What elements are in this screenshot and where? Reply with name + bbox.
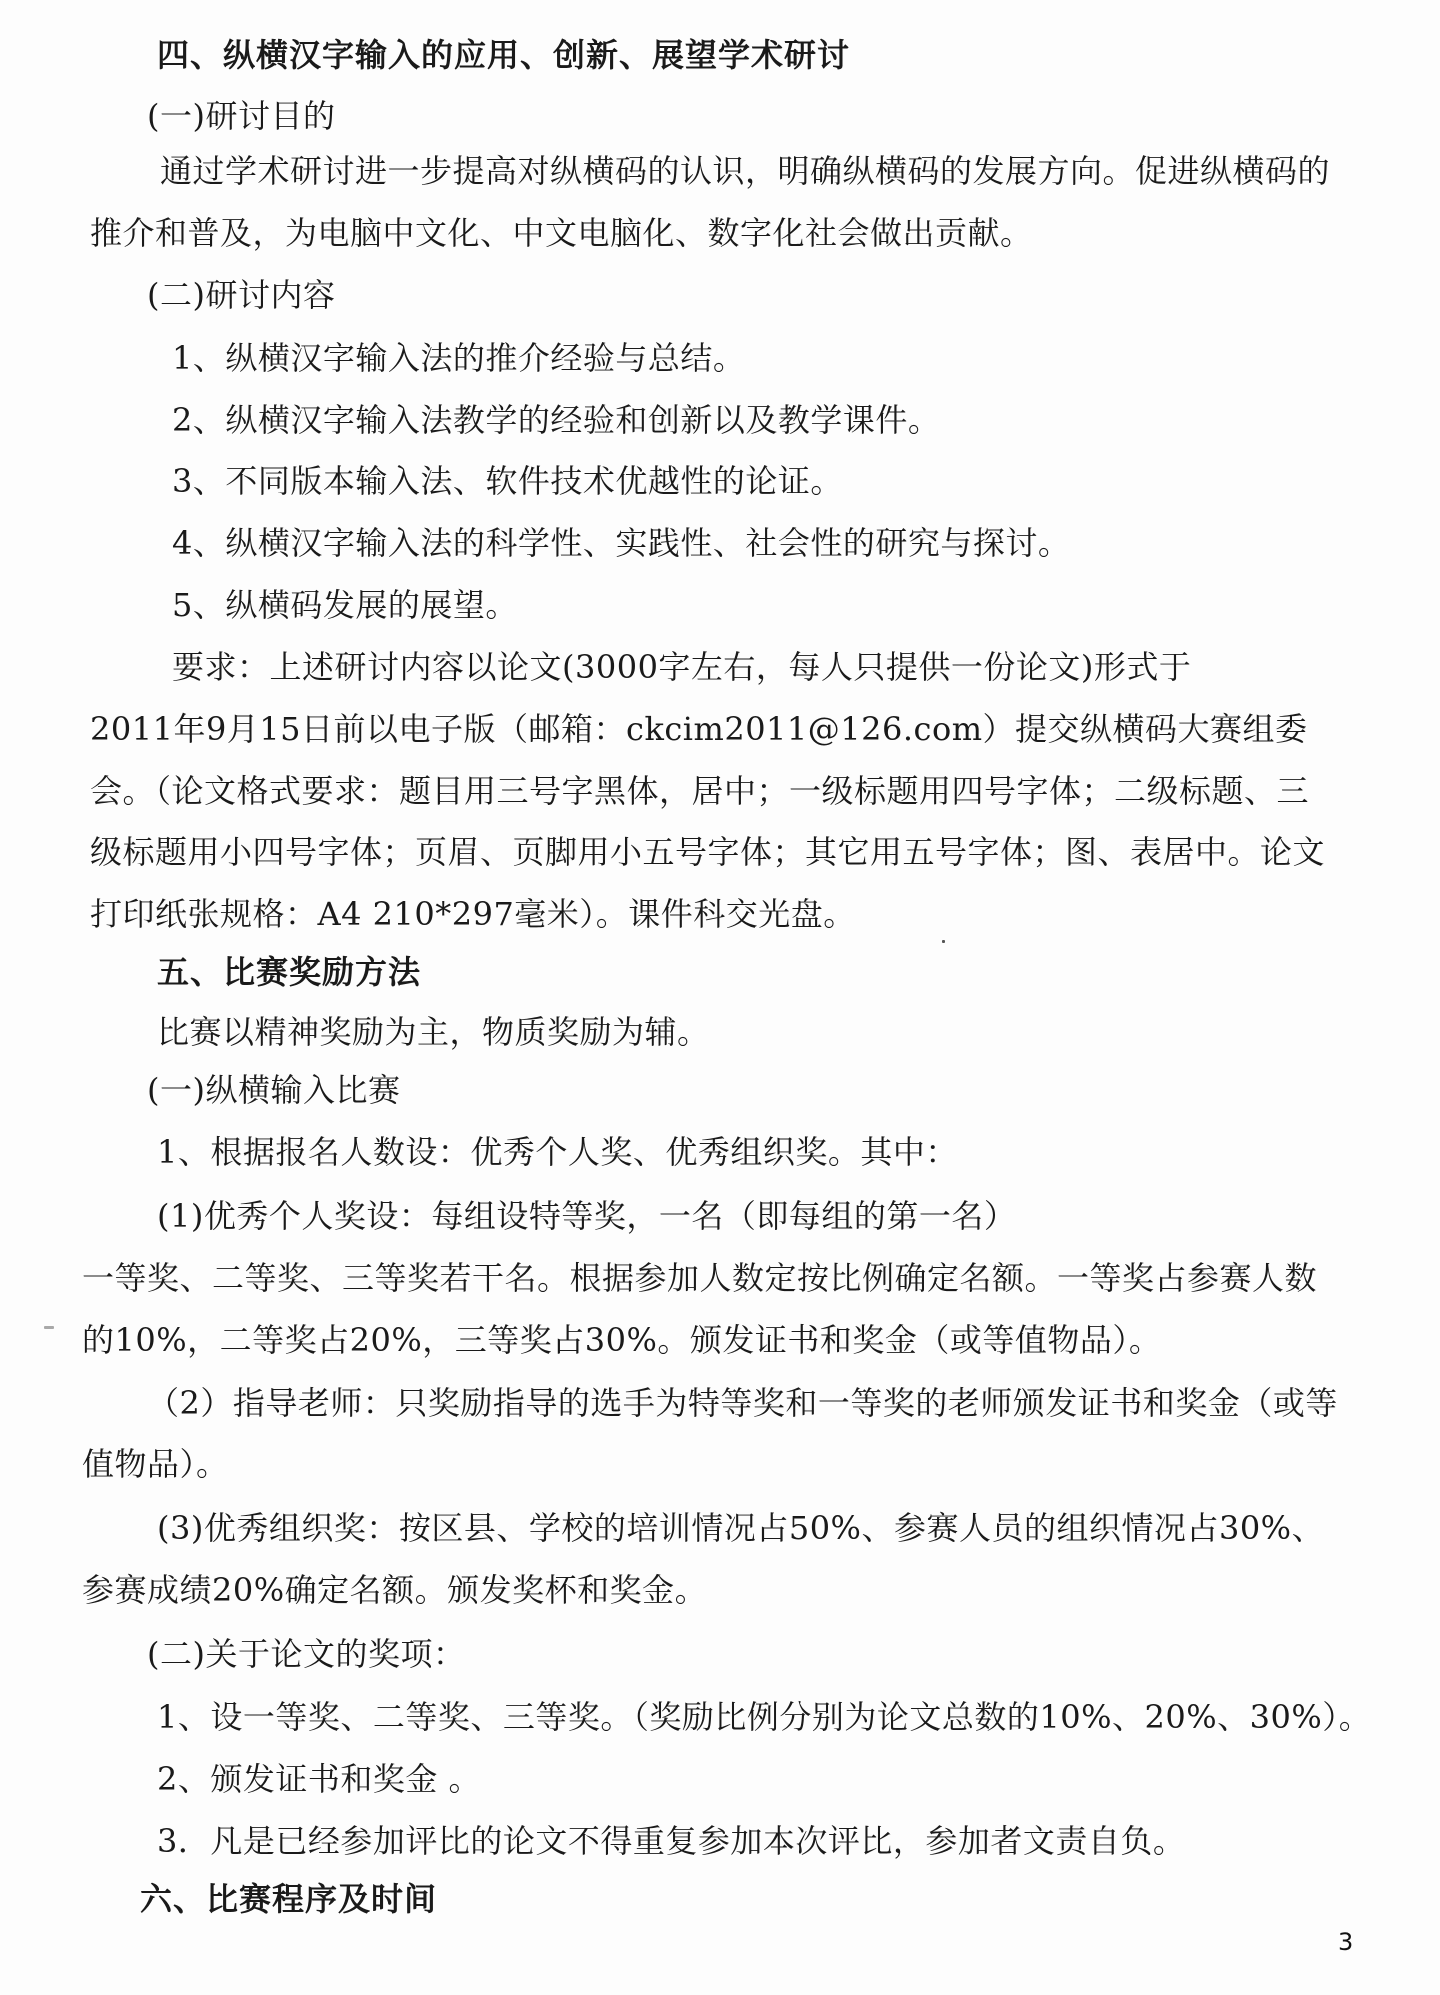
scan-speck	[44, 1326, 54, 1329]
organization-award-line-1: (3)优秀组织奖：按区县、学校的培训情况占50%、参赛人员的组织情况占30%、	[157, 1509, 1325, 1547]
requirements-line-5: 打印纸张规格：A4 210*297毫米）。课件科交光盘。	[90, 895, 856, 933]
paper-award-item-2: 2、颁发证书和奖金 。	[157, 1760, 482, 1798]
purpose-paragraph-line-1: 通过学术研讨进一步提高对纵横码的认识，明确纵横码的发展方向。促进纵横码的	[160, 152, 1331, 190]
organization-award-line-2: 参赛成绩20%确定名额。颁发奖杯和奖金。	[82, 1571, 708, 1609]
requirements-line-1: 要求：上述研讨内容以论文(3000字左右，每人只提供一份论文)形式于	[172, 648, 1192, 686]
content-item-2: 2、纵横汉字输入法教学的经验和创新以及教学课件。	[172, 401, 941, 439]
award-item-1: 1、根据报名人数设：优秀个人奖、优秀组织奖。其中：	[157, 1133, 958, 1171]
section-6-title: 六、比赛程序及时间	[140, 1880, 438, 1918]
section-5-subheading-input-contest: (一)纵横输入比赛	[147, 1071, 401, 1109]
section-4-subheading-content: (二)研讨内容	[147, 276, 336, 314]
scan-speck	[942, 940, 945, 943]
instructor-award-line-1: （2）指导老师：只奖励指导的选手为特等奖和一等奖的老师颁发证书和奖金（或等	[147, 1384, 1338, 1422]
paper-award-item-3: 3．凡是已经参加评比的论文不得重复参加本次评比，参加者文责自负。	[157, 1822, 1186, 1860]
section-4-subheading-purpose: (一)研讨目的	[147, 97, 336, 135]
instructor-award-line-2: 值物品）。	[82, 1445, 229, 1483]
content-item-5: 5、纵横码发展的展望。	[172, 586, 518, 624]
section-5-intro: 比赛以精神奖励为主，物质奖励为辅。	[157, 1013, 710, 1051]
content-item-1: 1、纵横汉字输入法的推介经验与总结。	[172, 339, 746, 377]
section-5-title: 五、比赛奖励方法	[157, 953, 422, 991]
requirements-line-4: 级标题用小四号字体；页眉、页脚用小五号字体；其它用五号字体；图、表居中。论文	[90, 833, 1326, 871]
individual-award-line-1: (1)优秀个人奖设：每组设特等奖，一名（即每组的第一名）	[157, 1197, 1017, 1235]
purpose-paragraph-line-2: 推介和普及，为电脑中文化、中文电脑化、数字化社会做出贡献。	[90, 214, 1033, 252]
page-number: 3	[1338, 1928, 1354, 1956]
requirements-line-2: 2011年9月15日前以电子版（邮箱：ckcim2011@126.com）提交纵横码大赛组委	[90, 710, 1308, 748]
section-5-subheading-paper-awards: (二)关于论文的奖项：	[147, 1635, 466, 1673]
content-item-4: 4、纵横汉字输入法的科学性、实践性、社会性的研究与探讨。	[172, 524, 1071, 562]
individual-award-line-3: 的10%，二等奖占20%，三等奖占30%。颁发证书和奖金（或等值物品）。	[82, 1321, 1162, 1359]
section-4-title: 四、纵横汉字输入的应用、创新、展望学术研讨	[157, 36, 851, 74]
requirements-line-3: 会。（论文格式要求：题目用三号字黑体，居中；一级标题用四号字体；二级标题、三	[90, 772, 1310, 810]
paper-award-item-1: 1、设一等奖、二等奖、三等奖。（奖励比例分别为论文总数的10%、20%、30%）。	[157, 1698, 1372, 1736]
individual-award-line-2: 一等奖、二等奖、三等奖若干名。根据参加人数定按比例确定名额。一等奖占参赛人数	[82, 1259, 1318, 1297]
content-item-3: 3、不同版本输入法、软件技术优越性的论证。	[172, 462, 843, 500]
